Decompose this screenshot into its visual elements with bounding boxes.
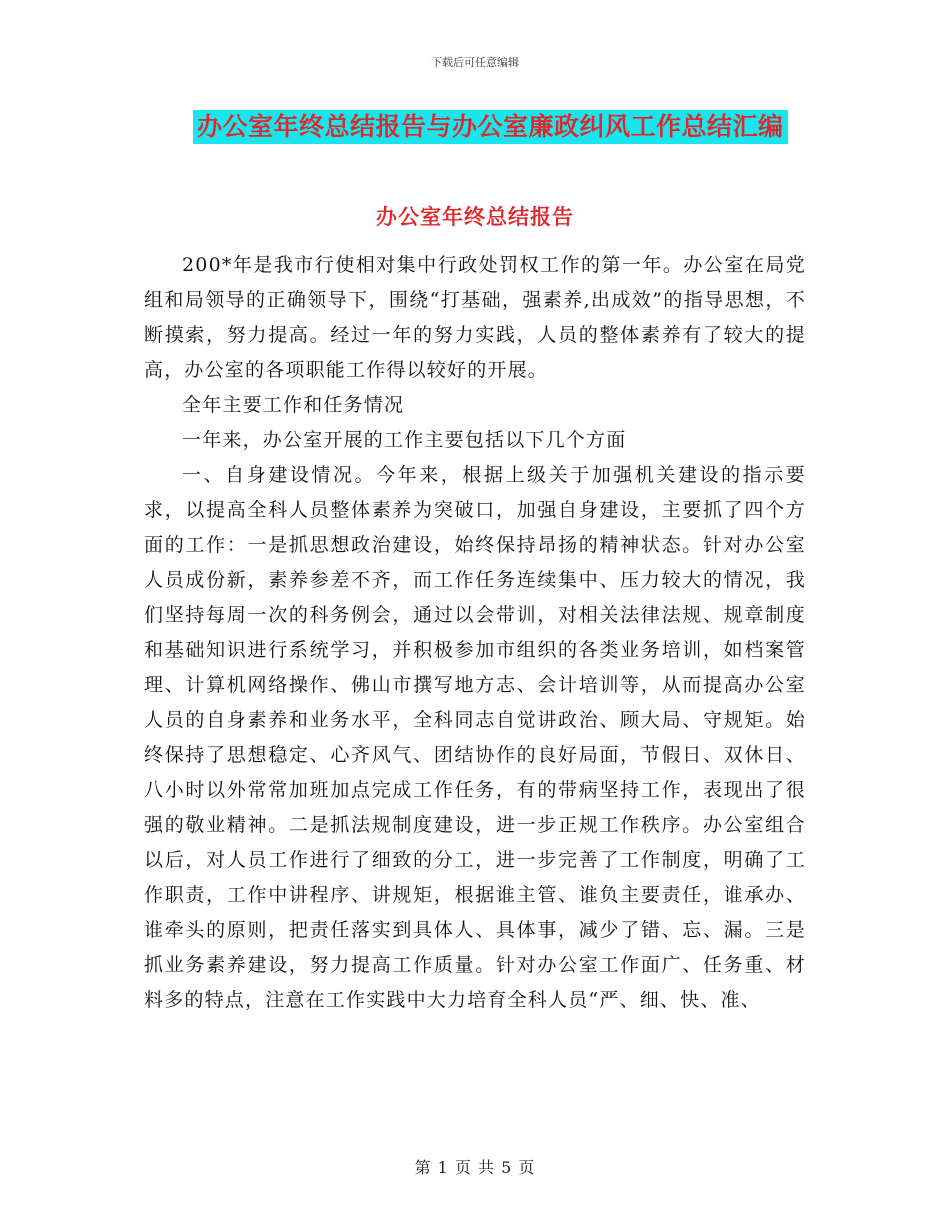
- document-main-title: 办公室年终总结报告与办公室廉政纠风工作总结汇编: [193, 110, 788, 144]
- paragraph: 全年主要工作和任务情况: [182, 394, 405, 416]
- paragraph: 一、自身建设情况。今年来，根据上级关于加强机关建设的指示要求，以提高全科人员整体素养为突破口，加强自身建设，主要抓了四个方面的工作：一是抓思想政治建设，始终保持昂扬的精神状态。针对办公室人员成份新，素养参差不齐，而工作任务连续集中、压力较大的情况，我们坚持每周一次的科务例会，通过以会带训，对相关法律法规、规章制度和基础知识进行系统学习，并积极参加市组织的各类业务培训，如档案管理、计算机网络操作、佛山市撰写地方志、会计培训等，从而提高办公室人员的自身素养和业务水平，全科同志自觉讲政治、顾大局、守规矩。始终保持了思想稳定、心齐风气、团结协作的良好局面，节假日、双休日、八小时以外常常加班加点完成工作任务，有的带病坚持工作，表现出了很强的敬业精神。二是抓法规制度建设，进一步正规工作秩序。办公室组合以后，对人员工作进行了细致的分工，进一步完善了工作制度，明确了工作职责，工作中讲程序、讲规矩，根据谁主管、谁负主要责任，谁承办、谁牵头的原则，把责任落实到具体人、具体事，减少了错、忘、漏。三是抓业务素养建设，努力提高工作质量。针对办公室工作面广、任务重、材料多的特点，注意在工作实践中大力培育全科人员“严、细、快、准、: [144, 464, 806, 1011]
- section-title: 办公室年终总结报告: [376, 204, 574, 229]
- paragraph: 一年来，办公室开展的工作主要包括以下几个方面: [182, 429, 627, 451]
- page-footer: 第 1 页 共 5 页: [414, 1158, 536, 1177]
- document-body: [144, 248, 806, 1018]
- paragraph: 200*年是我市行使相对集中行政处罚权工作的第一年。办公室在局党组和局领导的正确领导下，围绕“打基础，强素养,出成效”的指导思想，不断摸索，努力提高。经过一年的努力实践，人员的整体素养有了较大的提高，办公室的各项职能工作得以较好的开展。: [144, 254, 806, 381]
- page-header-note: 下载后可任意编辑: [431, 56, 519, 69]
